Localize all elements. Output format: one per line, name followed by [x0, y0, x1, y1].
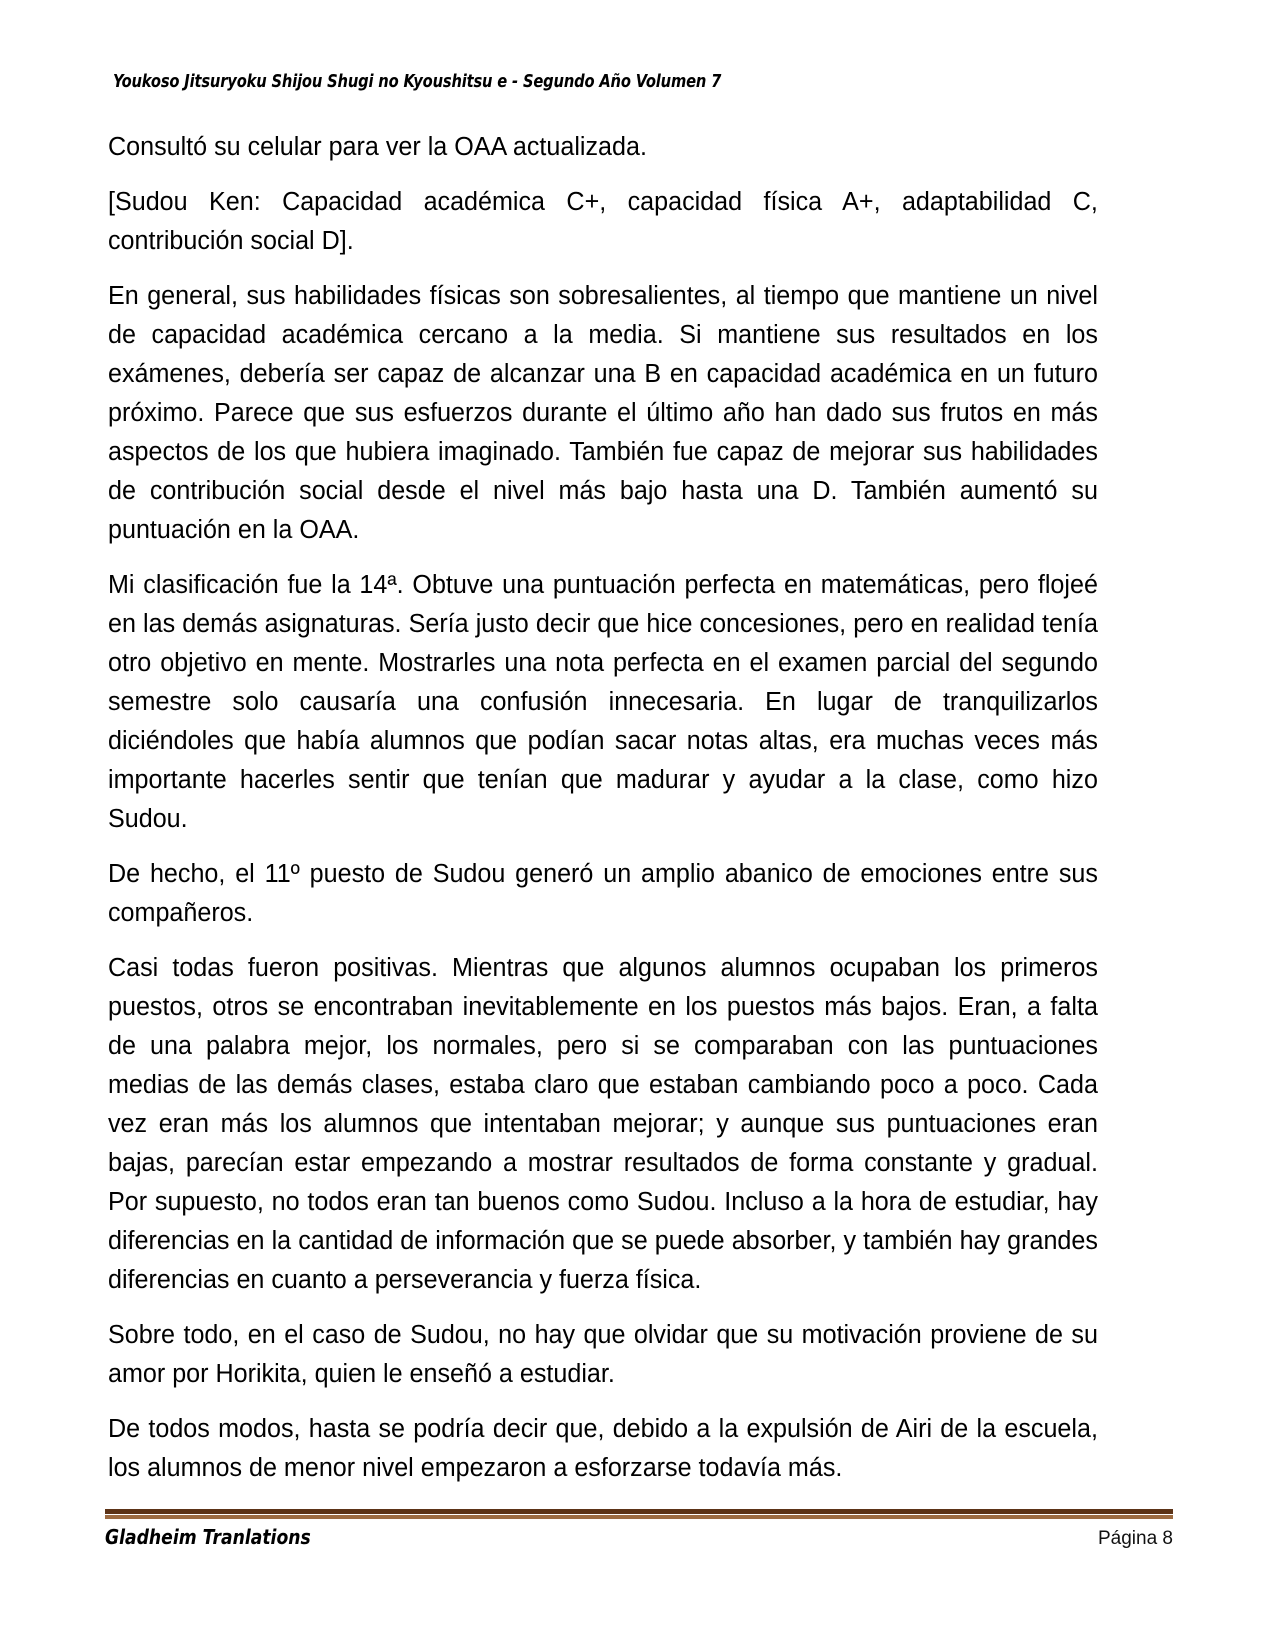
footer-page-number: Página 8 [1097, 1528, 1173, 1549]
paragraph: Mi clasificación fue la 14ª. Obtuve una puntuación perfecta en matemáticas, pero flojeé en las demás asignaturas. Sería justo decir que hice concesiones, pero en realidad tenía otro objetivo en mente. Mostrarles una nota perfecta en el examen parcial del segundo semestre solo causaría una confusión innecesaria. En lugar de tranquilizarlos diciéndoles que había alumnos que podían sacar notas altas, era muchas veces más importante hacerles sentir que tenían que madurar y ayudar a la clase, como hizo Sudou. [108, 571, 1098, 833]
paragraph: De todos modos, hasta se podría decir que, debido a la expulsión de Airi de la escuela, los alumnos de menor nivel empezaron a esforzarse todavía más. [108, 1415, 1098, 1482]
paragraph: De hecho, el 11º puesto de Sudou generó un amplio abanico de emociones entre sus compañeros. [108, 860, 1098, 927]
paragraph: [Sudou Ken: Capacidad académica C+, capacidad física A+, adaptabilidad C, contribución social D]. [108, 188, 1098, 255]
document-body [108, 128, 1113, 1488]
paragraph: Sobre todo, en el caso de Sudou, no hay que olvidar que su motivación proviene de su amor por Horikita, quien le enseñó a estudiar. [108, 1321, 1098, 1388]
paragraph: Casi todas fueron positivas. Mientras que algunos alumnos ocupaban los primeros puestos, otros se encontraban inevitablemente en los puestos más bajos. Eran, a falta de una palabra mejor, los normales, pero si se comparaban con las puntuaciones medias de las demás clases, estaba claro que estaban cambiando poco a poco. Cada vez eran más los alumnos que intentaban mejorar; y aunque sus puntuaciones eran bajas, parecían estar empezando a mostrar resultados de forma constante y gradual. Por supuesto, no todos eran tan buenos como Sudou. Incluso a la hora de estudiar, hay diferencias en la cantidad de información que se puede absorber, y también hay grandes diferencias en cuanto a perseverancia y fuerza física. [108, 954, 1098, 1294]
paragraph: Consultó su celular para ver la OAA actualizada. [108, 133, 647, 161]
page-header-title: Youkoso Jitsuryoku Shijou Shugi no Kyoushitsu e - Segundo Año Volumen 7 [113, 72, 722, 92]
footer-divider [105, 1509, 1173, 1519]
paragraph: En general, sus habilidades físicas son sobresalientes, al tiempo que mantiene un nivel de capacidad académica cercano a la media. Si mantiene sus resultados en los exámenes, debería ser capaz de alcanzar una B en capacidad académica en un futuro próximo. Parece que sus esfuerzos durante el último año han dado sus frutos en más aspectos de los que hubiera imaginado. También fue capaz de mejorar sus habilidades de contribución social desde el nivel más bajo hasta una D. También aumentó su puntuación en la OAA. [108, 282, 1098, 544]
page-footer [105, 1525, 1173, 1550]
footer-rule-bottom [105, 1515, 1173, 1519]
footer-credit: Gladheim Tranlations [105, 1525, 311, 1549]
